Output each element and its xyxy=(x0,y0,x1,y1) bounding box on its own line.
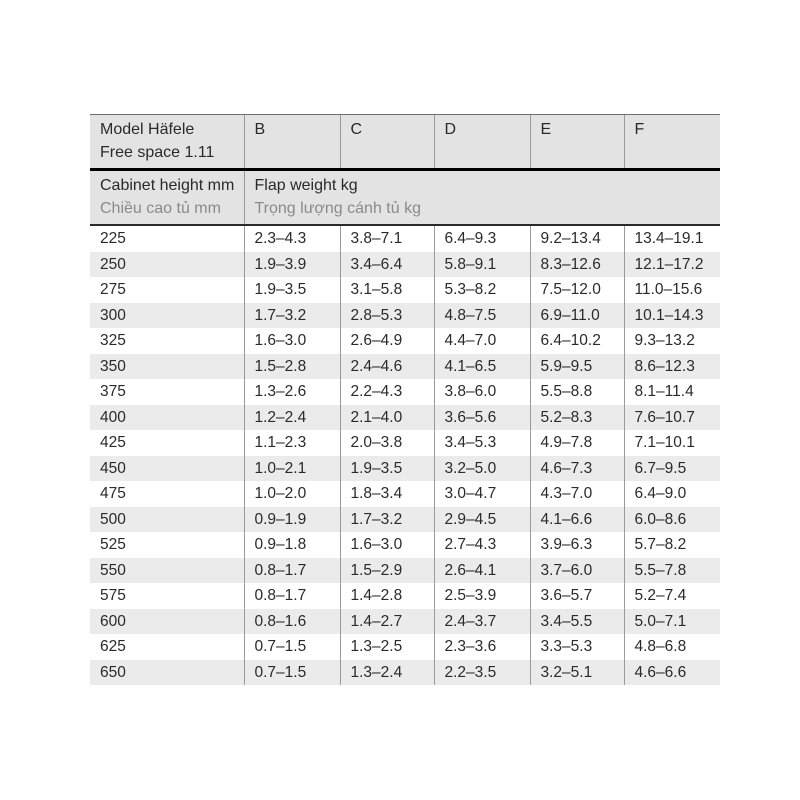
flap-weight-range-cell: 5.2–7.4 xyxy=(624,583,720,609)
flap-weight-range-cell: 1.6–3.0 xyxy=(244,328,340,354)
flap-weight-range-cell: 4.6–6.6 xyxy=(624,660,720,686)
flap-weight-range-cell: 4.4–7.0 xyxy=(434,328,530,354)
flap-weight-range-cell: 6.4–9.3 xyxy=(434,225,530,252)
flap-weight-range-cell: 1.7–3.2 xyxy=(340,507,434,533)
table-row xyxy=(90,481,720,507)
table-row xyxy=(90,430,720,456)
flap-weight-range-cell: 3.4–5.5 xyxy=(530,609,624,635)
flap-weight-range-cell: 4.8–6.8 xyxy=(624,634,720,660)
flap-weight-range-cell: 2.6–4.9 xyxy=(340,328,434,354)
flap-weight-range-cell: 3.8–6.0 xyxy=(434,379,530,405)
cabinet-height-cell: 525 xyxy=(100,536,126,553)
table-row xyxy=(90,354,720,380)
table-row xyxy=(90,277,720,303)
column-header-b: B xyxy=(244,115,340,170)
flap-weight-range-cell: 3.4–6.4 xyxy=(340,252,434,278)
flap-weight-range-cell: 1.2–2.4 xyxy=(244,405,340,431)
flap-weight-range-cell: 1.4–2.8 xyxy=(340,583,434,609)
flap-weight-label-vi: Trọng lượng cánh tủ kg xyxy=(254,200,421,217)
flap-weight-range-cell: 6.7–9.5 xyxy=(624,456,720,482)
flap-weight-range-cell: 4.9–7.8 xyxy=(530,430,624,456)
table-row xyxy=(90,328,720,354)
flap-weight-range-cell: 7.5–12.0 xyxy=(530,277,624,303)
flap-weight-range-cell: 1.9–3.9 xyxy=(244,252,340,278)
flap-weight-range-cell: 5.5–7.8 xyxy=(624,558,720,584)
flap-weight-range-cell: 5.0–7.1 xyxy=(624,609,720,635)
flap-weight-range-cell: 2.6–4.1 xyxy=(434,558,530,584)
table-row xyxy=(90,532,720,558)
flap-weight-range-cell: 2.2–4.3 xyxy=(340,379,434,405)
flap-weight-range-cell: 3.4–5.3 xyxy=(434,430,530,456)
flap-weight-range-cell: 3.2–5.0 xyxy=(434,456,530,482)
flap-weight-range-cell: 6.0–8.6 xyxy=(624,507,720,533)
cabinet-height-cell: 575 xyxy=(100,587,126,604)
flap-weight-range-cell: 10.1–14.3 xyxy=(624,303,720,329)
flap-weight-range-cell: 3.1–5.8 xyxy=(340,277,434,303)
cabinet-height-cell: 325 xyxy=(100,332,126,349)
model-header-cell xyxy=(90,115,244,170)
flap-weight-range-cell: 3.2–5.1 xyxy=(530,660,624,686)
flap-weight-range-cell: 2.7–4.3 xyxy=(434,532,530,558)
flap-weight-label-en: Flap weight kg xyxy=(254,177,358,194)
flap-weight-range-cell: 7.1–10.1 xyxy=(624,430,720,456)
flap-weight-range-cell: 0.8–1.7 xyxy=(244,558,340,584)
flap-weight-range-cell: 1.6–3.0 xyxy=(340,532,434,558)
flap-weight-range-cell: 1.0–2.0 xyxy=(244,481,340,507)
header-row-units xyxy=(90,170,720,226)
cabinet-height-cell: 450 xyxy=(90,456,244,482)
flap-weight-range-cell: 0.8–1.6 xyxy=(244,609,340,635)
cabinet-height-cell: 475 xyxy=(100,485,126,502)
cabinet-height-cell: 275 xyxy=(100,281,126,298)
cabinet-height-cell: 625 xyxy=(100,638,126,655)
cabinet-height-cell: 425 xyxy=(100,434,126,451)
table-row xyxy=(90,660,720,686)
cabinet-height-cell: 600 xyxy=(90,609,244,635)
flap-weight-range-cell: 12.1–17.2 xyxy=(624,252,720,278)
cabinet-height-cell: 550 xyxy=(90,558,244,584)
column-header-f: F xyxy=(624,115,720,170)
table-row xyxy=(90,634,720,660)
flap-weight-range-cell: 13.4–19.1 xyxy=(624,225,720,252)
flap-weight-range-cell: 2.3–4.3 xyxy=(244,225,340,252)
flap-weight-range-cell: 1.3–2.4 xyxy=(340,660,434,686)
flap-weight-range-cell: 2.4–4.6 xyxy=(340,354,434,380)
flap-weight-range-cell: 9.2–13.4 xyxy=(530,225,624,252)
cabinet-height-cell: 300 xyxy=(90,303,244,329)
flap-weight-range-cell: 8.1–11.4 xyxy=(624,379,720,405)
cabinet-height-cell: 400 xyxy=(90,405,244,431)
cabinet-height-cell: 350 xyxy=(90,354,244,380)
free-space-label: Free space 1.11 xyxy=(100,144,215,161)
flap-weight-range-cell: 5.5–8.8 xyxy=(530,379,624,405)
flap-weight-header-cell xyxy=(244,170,720,226)
cabinet-height-cell: 250 xyxy=(90,252,244,278)
cabinet-height-label-vi: Chiều cao tủ mm xyxy=(100,200,221,217)
flap-weight-range-cell: 4.8–7.5 xyxy=(434,303,530,329)
flap-weight-range-cell: 1.9–3.5 xyxy=(244,277,340,303)
flap-weight-range-cell: 0.9–1.8 xyxy=(244,532,340,558)
flap-weight-range-cell: 2.0–3.8 xyxy=(340,430,434,456)
cabinet-height-cell: 500 xyxy=(90,507,244,533)
flap-weight-range-cell: 2.9–4.5 xyxy=(434,507,530,533)
flap-weight-range-cell: 1.4–2.7 xyxy=(340,609,434,635)
cabinet-height-label-en: Cabinet height mm xyxy=(100,177,235,194)
flap-weight-range-cell: 11.0–15.6 xyxy=(624,277,720,303)
cabinet-height-cell: 650 xyxy=(90,660,244,686)
model-title: Model Häfele xyxy=(100,121,195,138)
flap-weight-range-cell: 2.5–3.9 xyxy=(434,583,530,609)
flap-weight-range-cell: 0.7–1.5 xyxy=(244,660,340,686)
flap-weight-range-cell: 4.1–6.6 xyxy=(530,507,624,533)
flap-weight-range-cell: 3.7–6.0 xyxy=(530,558,624,584)
table-row xyxy=(90,405,720,431)
cabinet-height-header-cell xyxy=(90,170,244,226)
flap-weight-range-cell: 4.6–7.3 xyxy=(530,456,624,482)
flap-weight-range-cell: 3.8–7.1 xyxy=(340,225,434,252)
flap-weight-range-cell: 6.4–9.0 xyxy=(624,481,720,507)
cabinet-height-cell: 375 xyxy=(100,383,126,400)
flap-weight-range-cell: 2.2–3.5 xyxy=(434,660,530,686)
flap-weight-range-cell: 5.7–8.2 xyxy=(624,532,720,558)
flap-weight-range-cell: 9.3–13.2 xyxy=(624,328,720,354)
flap-weight-range-cell: 0.8–1.7 xyxy=(244,583,340,609)
flap-weight-range-cell: 1.3–2.6 xyxy=(244,379,340,405)
table-row xyxy=(90,456,720,482)
table-row xyxy=(90,225,720,252)
flap-weight-range-cell: 4.1–6.5 xyxy=(434,354,530,380)
flap-weight-range-cell: 4.3–7.0 xyxy=(530,481,624,507)
flap-weight-range-cell: 7.6–10.7 xyxy=(624,405,720,431)
flap-weight-range-cell: 2.4–3.7 xyxy=(434,609,530,635)
column-header-c: C xyxy=(340,115,434,170)
flap-weight-range-cell: 3.0–4.7 xyxy=(434,481,530,507)
flap-weight-range-cell: 8.3–12.6 xyxy=(530,252,624,278)
flap-weight-range-cell: 6.4–10.2 xyxy=(530,328,624,354)
flap-weight-range-cell: 5.8–9.1 xyxy=(434,252,530,278)
flap-weight-range-cell: 8.6–12.3 xyxy=(624,354,720,380)
flap-weight-range-cell: 2.1–4.0 xyxy=(340,405,434,431)
flap-weight-range-cell: 5.2–8.3 xyxy=(530,405,624,431)
flap-weight-range-cell: 1.1–2.3 xyxy=(244,430,340,456)
column-header-d: D xyxy=(434,115,530,170)
flap-weight-range-cell: 3.3–5.3 xyxy=(530,634,624,660)
flap-weight-range-cell: 2.3–3.6 xyxy=(434,634,530,660)
flap-weight-range-cell: 1.5–2.9 xyxy=(340,558,434,584)
cabinet-height-cell: 225 xyxy=(100,230,126,247)
flap-weight-range-cell: 1.5–2.8 xyxy=(244,354,340,380)
flap-weight-range-cell: 1.9–3.5 xyxy=(340,456,434,482)
flap-weight-range-cell: 1.0–2.1 xyxy=(244,456,340,482)
table-body xyxy=(90,225,720,685)
flap-weight-range-cell: 1.3–2.5 xyxy=(340,634,434,660)
flap-weight-range-cell: 3.6–5.7 xyxy=(530,583,624,609)
table-row xyxy=(90,303,720,329)
table-row xyxy=(90,507,720,533)
column-header-e: E xyxy=(530,115,624,170)
flap-weight-range-cell: 0.7–1.5 xyxy=(244,634,340,660)
table-row xyxy=(90,252,720,278)
flap-weight-range-cell: 1.7–3.2 xyxy=(244,303,340,329)
flap-weight-table-wrap xyxy=(90,114,720,685)
table-row xyxy=(90,583,720,609)
flap-weight-range-cell: 5.3–8.2 xyxy=(434,277,530,303)
flap-weight-range-cell: 0.9–1.9 xyxy=(244,507,340,533)
header-row-model xyxy=(90,115,720,170)
flap-weight-range-cell: 1.8–3.4 xyxy=(340,481,434,507)
flap-weight-range-cell: 6.9–11.0 xyxy=(530,303,624,329)
flap-weight-range-cell: 3.6–5.6 xyxy=(434,405,530,431)
flap-weight-range-cell: 5.9–9.5 xyxy=(530,354,624,380)
table-row xyxy=(90,379,720,405)
flap-weight-table xyxy=(90,114,720,685)
table-row xyxy=(90,558,720,584)
flap-weight-range-cell: 2.8–5.3 xyxy=(340,303,434,329)
table-row xyxy=(90,609,720,635)
flap-weight-range-cell: 3.9–6.3 xyxy=(530,532,624,558)
